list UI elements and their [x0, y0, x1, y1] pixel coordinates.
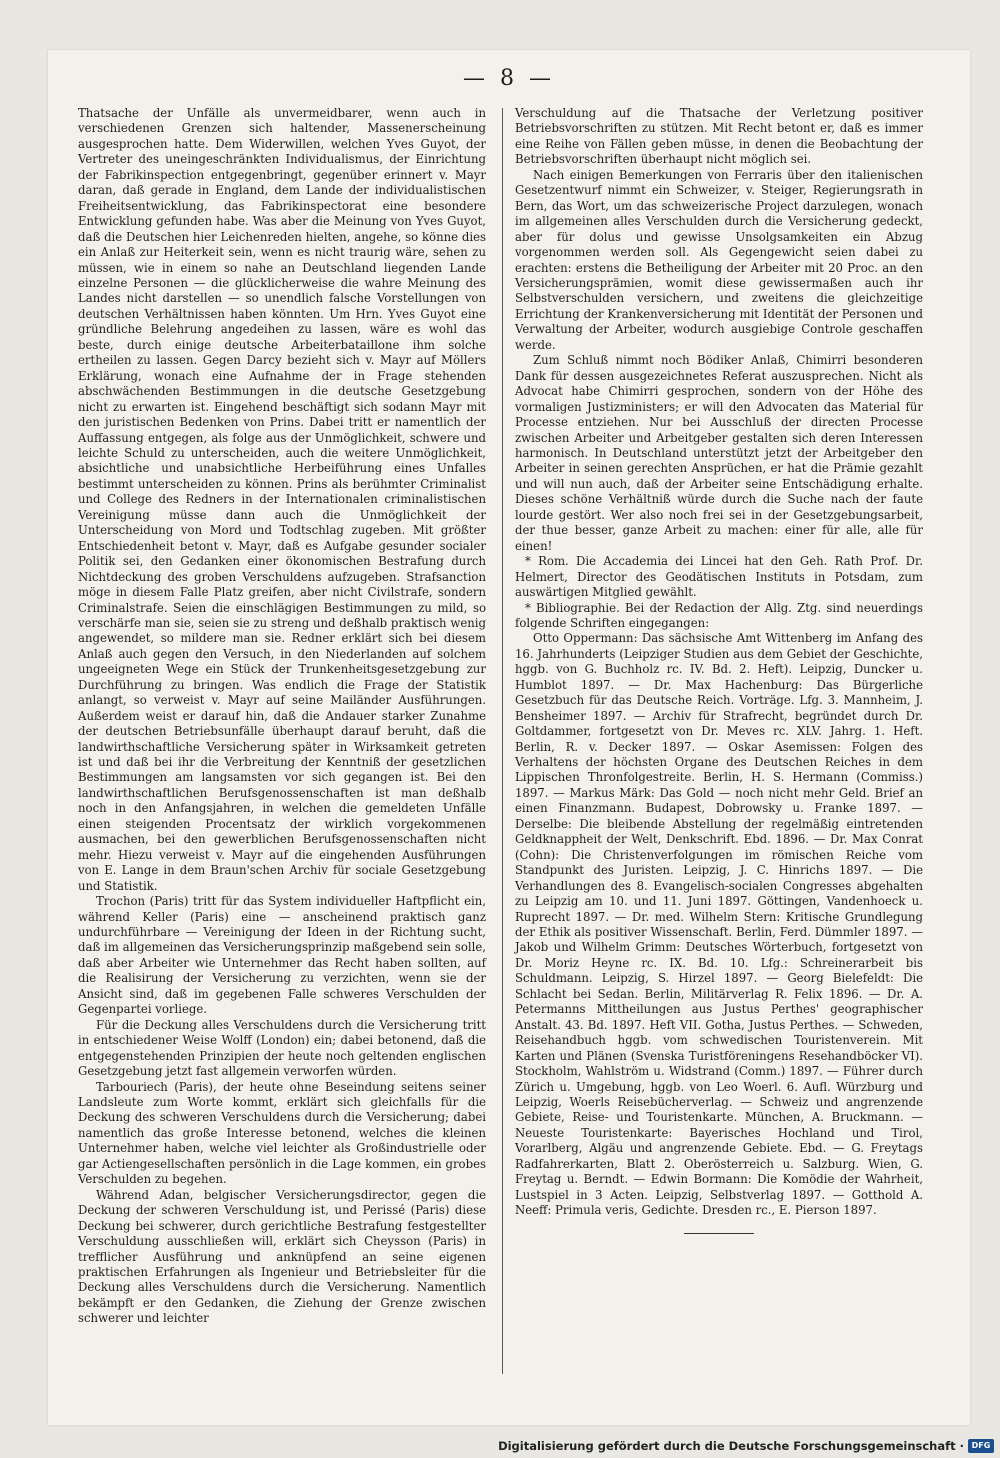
footer-bar — [0, 1436, 1000, 1458]
paragraph: * Rom. Die Accademia dei Lincei hat den Geh. Rath Prof. Dr. Helmert, Director des Geodätischen Instituts in Potsdam, zum auswärtigen Mitglied gewählt. — [515, 554, 923, 600]
paragraph: Otto Oppermann: Das sächsische Amt Wittenberg im Anfang des 16. Jahrhunderts (Leipziger Studien aus dem Gebiet der Geschichte, hggb. von G. Buchholz rc. IV. Bd. 2. Heft). Leipzig, Duncker u. Humblot 1897. — Dr. Max Hachenburg: Das Bürgerliche Gesetzbuch für das Deutsche Reich. Vorträge. Lfg. 3. Mannheim, J. Bensheimer 1897. — Archiv für Strafrecht, begründet durch Dr. Goltdammer, fortgesetzt von Dr. Meves rc. XLV. Jahrg. 1. Heft. Berlin, R. v. Decker 1897. — Oskar Asemissen: Folgen des Verhaltens der höchsten Organe des Deutschen Reiches in dem Lippischen Thronfolgestreite. Berlin, H. S. Hermann (Commiss.) 1897. — Markus Märk: Das Gold — noch nicht mehr Geld. Brief an einen Finanzmann. Budapest, Dobrowsky u. Franke 1897. — Derselbe: Die bleibende Abstellung der regelmäßig eintretenden Geldknappheit der Welt, Denkschrift. Ebd. 1896. — Dr. Max Conrat (Cohn): Die Christenverfolgungen im römischen Reiche vom Standpunkt des Juristen. Leipzig, J. C. Hinrichs 1897. — Die Verhandlungen des 8. Evangelisch-socialen Congresses abgehalten zu Leipzig am 10. und 11. Juni 1897. Göttingen, Vandenhoeck u. Ruprecht 1897. — Dr. med. Wilhelm Stern: Kritische Grundlegung der Ethik als positiver Wissenschaft. Berlin, Ferd. Dümmler 1897. — Jakob und Wilhelm Grimm: Deutsches Wörterbuch, fortgesetzt von Dr. Moriz Heyne rc. IX. Bd. 10. Lfg.: Schreinerarbeit bis Schuldmann. Leipzig, S. Hirzel 1897. — Georg Bielefeldt: Die Schlacht bei Sedan. Berlin, Militärverlag R. Felix 1896. — Dr. A. Petermanns Mittheilungen aus Justus Perthes' geographischer Anstalt. 43. Bd. 1897. Heft VII. Gotha, Justus Perthes. — Schweden, Reisehandbuch hggb. vom schwedischen Touristenverein. Mit Karten und Plänen (Svenska Turistföreningens Resehandböcker VI). Stockholm, Wahlström u. Widstrand (Comm.) 1897. — Führer durch Zürich u. Umgebung, hggb. von Leo Woerl. 6. Aufl. Würzburg und Leipzig, Woerls Reisebücherverlag. — Schweiz und angrenzende Gebiete, Reise- und Touristenkarte. München, A. Bruckmann. — Neueste Touristenkarte: Bayerisches Hochland und Tirol, Vorarlberg, Algäu und angrenzende Gebiete. Ebd. — G. Freytags Radfahrerkarten, Blatt 2. Oberösterreich u. Salzburg. Wien, G. Freytag u. Berndt. — Edwin Bormann: Die Komödie der Wahrheit, Lustspiel in 3 Acten. Leipzig, Selbstverlag 1897. — Gotthold A. Neeff: Primula veris, Gedichte. Dresden rc., E. Pierson 1897. — [515, 631, 923, 1218]
end-rule — [684, 1233, 754, 1234]
newspaper-page — [48, 50, 970, 1425]
dfg-logo: DFG — [968, 1439, 994, 1453]
paragraph: Nach einigen Bemerkungen von Ferraris über den italienischen Gesetzentwurf nimmt ein Schweizer, v. Steiger, Regierungsrath in Bern, das Wort, um das schweizerische Project darzulegen, wonach im allgemeinen alles Verschulden durch die Versicherung gedeckt, aber für dolus und gewisse Unsolgsamkeiten ein Abzug vorgenommen werden soll. Als Gegengewicht seien dabei zu erachten: erstens die Betheiligung der Arbeiter mit 20 Proc. an den Versicherungsprämien, womit diese gewissermaßen auch ihr Selbstverschulden versichern, und zweitens die gleichzeitige Errichtung der Krankenversicherung mit Identität der Personen und Verwaltung der Arbeiter, wodurch ausgiebige Controle geschaffen werde. — [515, 167, 923, 352]
paragraph: Thatsache der Unfälle als unvermeidbarer, wenn auch in verschiedenen Grenzen sich haltender, Massenerscheinung ausgesprochen hatte. Dem Widerwillen, welchen Yves Guyot, der Vertreter des uneingeschränkten Individualismus, der Einrichtung der Fabrikinspection entgegenbringt, gegenüber erinnert v. Mayr daran, daß gerade in England, dem Lande der individualistischen Freiheitsentwicklung, das Fabrikinspectorat eine besondere Entwicklung gefunden habe. Was aber die Meinung von Yves Guyot, daß die Deutschen hier Leichenreden hielten, angehe, so könne dies ein Anlaß zur Heiterkeit sein, wenn es nicht traurig wäre, sehen zu müssen, wie in einem so nahe an Deutschland liegenden Lande einzelne Personen — die glücklicherweise die wahre Meinung des Landes nicht darstellen — so unendlich falsche Vorstellungen von deutschen Verhältnissen haben könnten. Um Hrn. Yves Guyot eine gründliche Belehrung angedeihen zu lassen, wäre es wohl das beste, durch einige deutsche Arbeiterbataillone ihm solche ertheilen zu lassen. Gegen Darcy bezieht sich v. Mayr auf Möllers Erklärung, wonach eine Aufnahme der in Frage stehenden abschwächenden Bestimmungen in die deutsche Gesetzgebung nicht zu erwarten ist. Eingehend beschäftigt sich sodann Mayr mit den juristischen Bedenken von Prins. Dabei tritt er namentlich der Auffassung entgegen, als folge aus der Unmöglichkeit, schwere und leichte Schuld zu unterscheiden, auch die weitere Unmöglichkeit, absichtliche und unabsichtliche Herbeiführung eines Unfalles bestimmt unterscheiden zu können. Prins als berühmter Criminalist und College des Redners in der Internationalen criminalistischen Vereinigung müsse dann auch die Unmöglichkeit der Unterscheidung von Mord und Todtschlag zugeben. Mit größter Entschiedenheit betont v. Mayr, daß es Aufgabe gesunder socialer Politik sei, den Gedanken einer ökonomischen Bestrafung durch Nichtdeckung des groben Verschuldens aufzugeben. Strafsanction möge in diesem Falle Platz greifen, aber nicht Civilstrafe, sondern Criminalstrafe. Seien die einschlägigen Bestimmungen zu mild, so verschärfe man sie, seien sie zu streng und deßhalb praktisch wenig angewendet, so mildere man sie. Redner erklärt sich bei diesem Anlaß auch gegen den Versuch, in den Niederlanden auf solchem ungeeigneten Wege ein Stück der Trunkenheitsgesetzgebung zur Durchführung zu bringen. Was endlich die Frage der Statistik anlangt, so verweist v. Mayr auf seine Mailänder Ausführungen. Außerdem weist er darauf hin, daß die Andauer starker Zunahme der deutschen Betriebsunfälle überhaupt darauf beruht, daß die landwirthschaftliche Versicherung später in Wirksamkeit getreten ist und daß bei ihr die Verbreitung der Kenntniß der gesetzlichen Bestimmungen am langsamsten vor sich gegangen ist. Bei den landwirthschaftlichen Berufsgenossenschaften ist man deßhalb noch in den Anfangsjahren, in welchen die gemeldeten Unfälle einen steigenden Procentsatz der wirklich vorgekommenen ausmachen, bei den gewerblichen Berufsgenossenschaften nicht mehr. Hiezu verweist v. Mayr auf die eingehenden Ausführungen von E. Lange in dem Braun'schen Archiv für sociale Gesetzgebung und Statistik. — [78, 106, 486, 893]
paragraph: Während Adan, belgischer Versicherungsdirector, gegen die Deckung der schweren Verschuldung ist, und Perissé (Paris) diese Deckung bei schwerer, durch gerichtliche Bestrafung festgestellter Verschuldung ausschließen will, erklärt sich Cheysson (Paris) in trefflicher Ausführung und anknüpfend an seine eigenen praktischen Erfahrungen als Ingenieur und Betriebsleiter für die Deckung alles Verschuldens durch die Versicherung. Namentlich bekämpft er den Gedanken, die Ziehung der Grenze zwischen schwerer und leichter — [78, 1187, 486, 1326]
column-divider — [502, 108, 503, 1374]
page-number: — 8 — — [463, 66, 555, 91]
paragraph: Trochon (Paris) tritt für das System individueller Haftpflicht ein, während Keller (Paris) eine — anscheinend praktisch ganz undurchführbare — Vereinigung der Ideen in der Richtung sucht, daß im allgemeinen das Versicherungsprinzip maßgebend sein solle, daß aber Arbeiter wie Unternehmer das Recht haben sollten, auf die Realisirung der Versicherung zu verzichten, wenn sie der Ansicht sind, daß im gegebenen Falle schweres Verschulden der Gegenpartei vorliege. — [78, 894, 486, 1017]
left-column — [78, 106, 486, 1327]
paragraph: Tarbouriech (Paris), der heute ohne Beseindung seitens seiner Landsleute zum Worte kommt, erklärt sich gleichfalls für die Deckung des schweren Verschuldens durch die Versicherung; dabei namentlich das große Interesse betonend, welches die kleinen Unternehmer haben, welche viel leichter als Großindustrielle oder gar Actiengesellschaften persönlich in die Lage kommen, ein grobes Verschulden zu begehen. — [78, 1079, 486, 1187]
paragraph: * Bibliographie. Bei der Redaction der Allg. Ztg. sind neuerdings folgende Schriften eingegangen: — [515, 600, 923, 630]
paragraph: Zum Schluß nimmt noch Bödiker Anlaß, Chimirri besonderen Dank für dessen ausgezeichnetes Referat auszusprechen. Nicht als Advocat habe Chimirri gesprochen, sondern von der Höhe des vormaligen Justizministers; er will den Advocaten das Material für Processe entziehen. Nur bei Ausschluß der directen Processe zwischen Arbeiter und Arbeitgeber gestalten sich deren Interessen harmonisch. In Deutschland unterstützt jetzt der Arbeitgeber den Arbeiter in seinen gerechten Ansprüchen, er hat die Prämie gezahlt und will nun auch, daß der Arbeiter seine Entschädigung erhalte. Dieses schöne Verhältniß würde durch die Suche nach der faute lourde gestört. Wer also noch frei sei in der Gesetzgebungsarbeit, der thue besser, ganze Arbeit zu machen: einer für alle, alle für einen! — [515, 353, 923, 553]
paragraph: Verschuldung auf die Thatsache der Verletzung positiver Betriebsvorschriften zu stützen. Mit Recht betont er, daß es immer eine Reihe von Fällen geben müsse, in denen die Beobachtung der Betriebsvorschriften überhaupt nicht möglich sei. — [515, 106, 923, 167]
paragraph: Für die Deckung alles Verschuldens durch die Versicherung tritt in entschiedener Weise Wolff (London) ein; dabei betonend, daß die entgegenstehenden Prinzipien der heute noch geltenden englischen Gesetzgebung jetzt fast allgemein verworfen würden. — [78, 1017, 486, 1079]
funding-notice: Digitalisierung gefördert durch die Deutsche Forschungsgemeinschaft · — [498, 1439, 964, 1453]
right-column — [515, 106, 923, 1234]
